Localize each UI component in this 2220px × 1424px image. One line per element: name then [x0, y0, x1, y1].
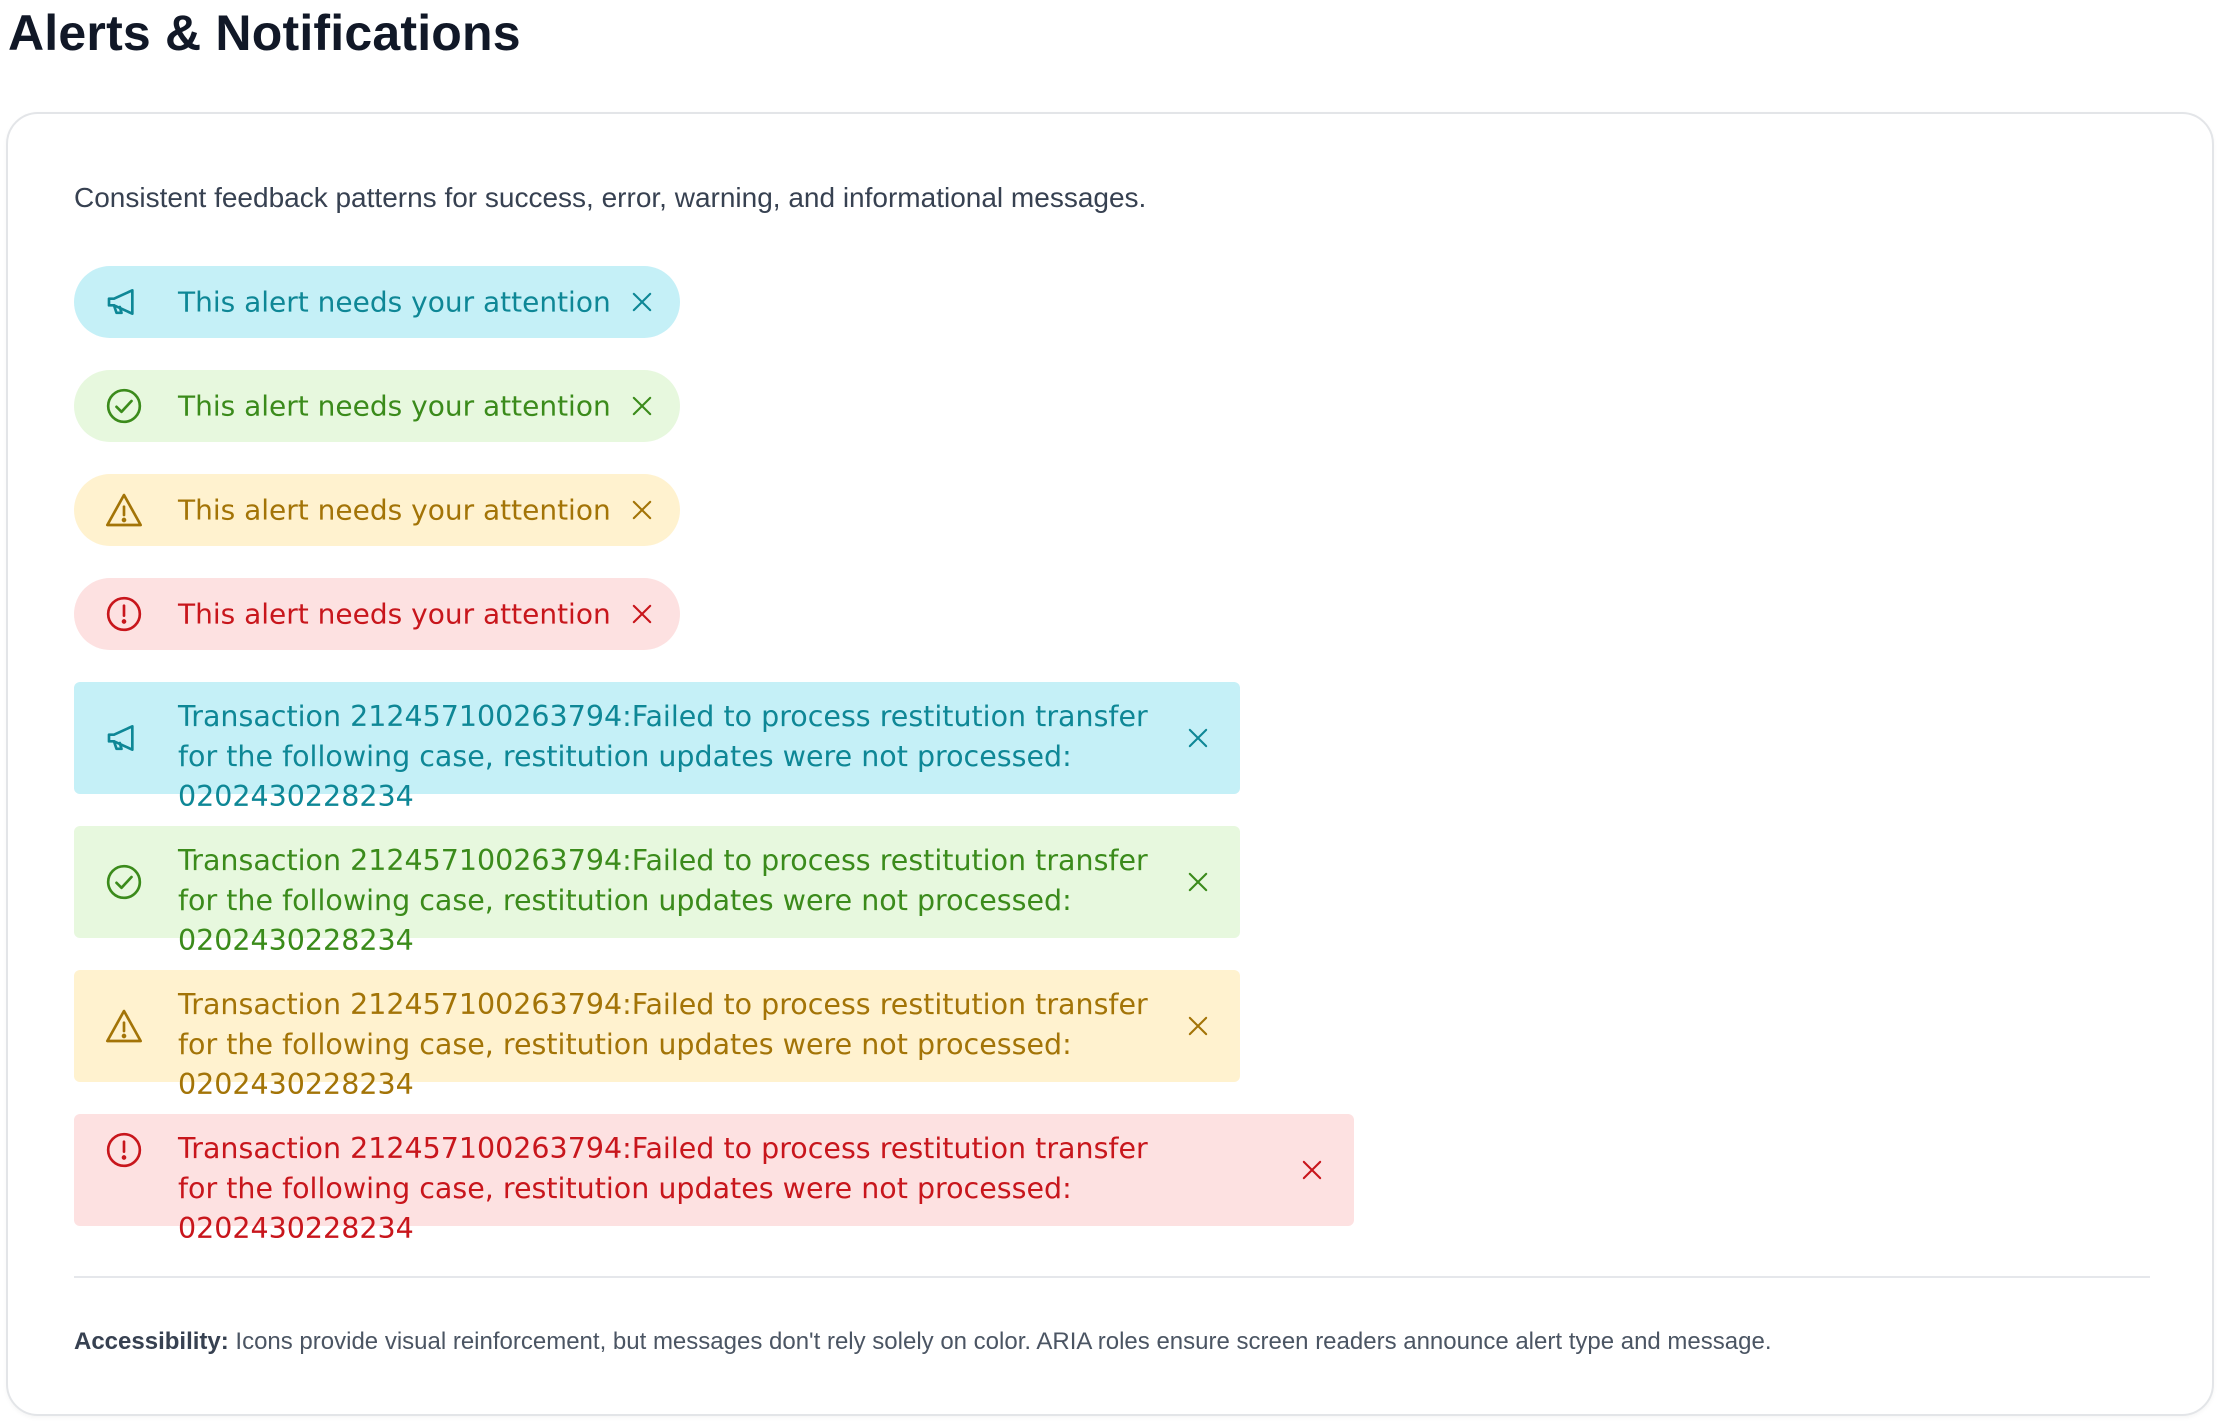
alert-message: Transaction 212457100263794:Failed to process restitution transfer for the following case, restitution updates were not processed: 0202430228234: [178, 700, 1148, 813]
close-button[interactable]: [1294, 1152, 1330, 1188]
pill-alert-error: [74, 578, 680, 650]
error-circle-icon: [104, 1130, 144, 1170]
card-description: Consistent feedback patterns for success, error, warning, and informational messages.: [74, 182, 1147, 213]
check-circle-icon: [104, 386, 144, 426]
close-icon: [628, 496, 656, 524]
check-circle-icon: [104, 862, 144, 902]
close-icon: [628, 288, 656, 316]
accessibility-note: [74, 1328, 1771, 1356]
divider: [74, 1276, 2150, 1278]
pill-alert-warning: [74, 474, 680, 546]
accessibility-label: Accessibility:: [74, 1328, 229, 1355]
close-icon: [1184, 724, 1212, 752]
error-circle-icon: [104, 594, 144, 634]
alert-message: Transaction 212457100263794:Failed to process restitution transfer for the following case, restitution updates were not processed: 0202430228234: [178, 844, 1148, 957]
banner-alert-error: [74, 1114, 1354, 1245]
alert-message: Transaction 212457100263794:Failed to process restitution transfer for the following case, restitution updates were not processed: 0202430228234: [178, 1132, 1148, 1245]
warning-triangle-icon: [104, 490, 144, 530]
alert-message: Transaction 212457100263794:Failed to process restitution transfer for the following case, restitution updates were not processed: 0202430228234: [178, 988, 1148, 1101]
banner-alert-info: [74, 682, 1240, 813]
close-icon: [628, 600, 656, 628]
alert-message: This alert needs your attention: [178, 285, 611, 319]
megaphone-icon: [104, 282, 144, 322]
close-icon: [1184, 1012, 1212, 1040]
close-button[interactable]: [624, 388, 660, 424]
close-button[interactable]: [624, 492, 660, 528]
pill-alert-success: [74, 370, 680, 442]
alert-message: This alert needs your attention: [178, 597, 611, 631]
alerts-card: [6, 112, 2214, 1416]
close-icon: [1184, 868, 1212, 896]
warning-triangle-icon: [104, 1006, 144, 1046]
megaphone-icon: [104, 718, 144, 758]
banner-alert-success: [74, 826, 1240, 957]
close-button[interactable]: [1180, 864, 1216, 900]
banner-alert-warning: [74, 970, 1240, 1101]
close-icon: [628, 392, 656, 420]
alert-message: This alert needs your attention: [178, 493, 611, 527]
pill-alert-info: [74, 266, 680, 338]
close-button[interactable]: [1180, 720, 1216, 756]
close-button[interactable]: [624, 284, 660, 320]
close-button[interactable]: [1180, 1008, 1216, 1044]
alert-message: This alert needs your attention: [178, 389, 611, 423]
close-icon: [1298, 1156, 1326, 1184]
page-title: Alerts & Notifications: [8, 5, 521, 61]
close-button[interactable]: [624, 596, 660, 632]
accessibility-text: Icons provide visual reinforcement, but messages don't rely solely on color. ARIA roles ensure screen readers announce alert type and message.: [228, 1328, 1772, 1355]
